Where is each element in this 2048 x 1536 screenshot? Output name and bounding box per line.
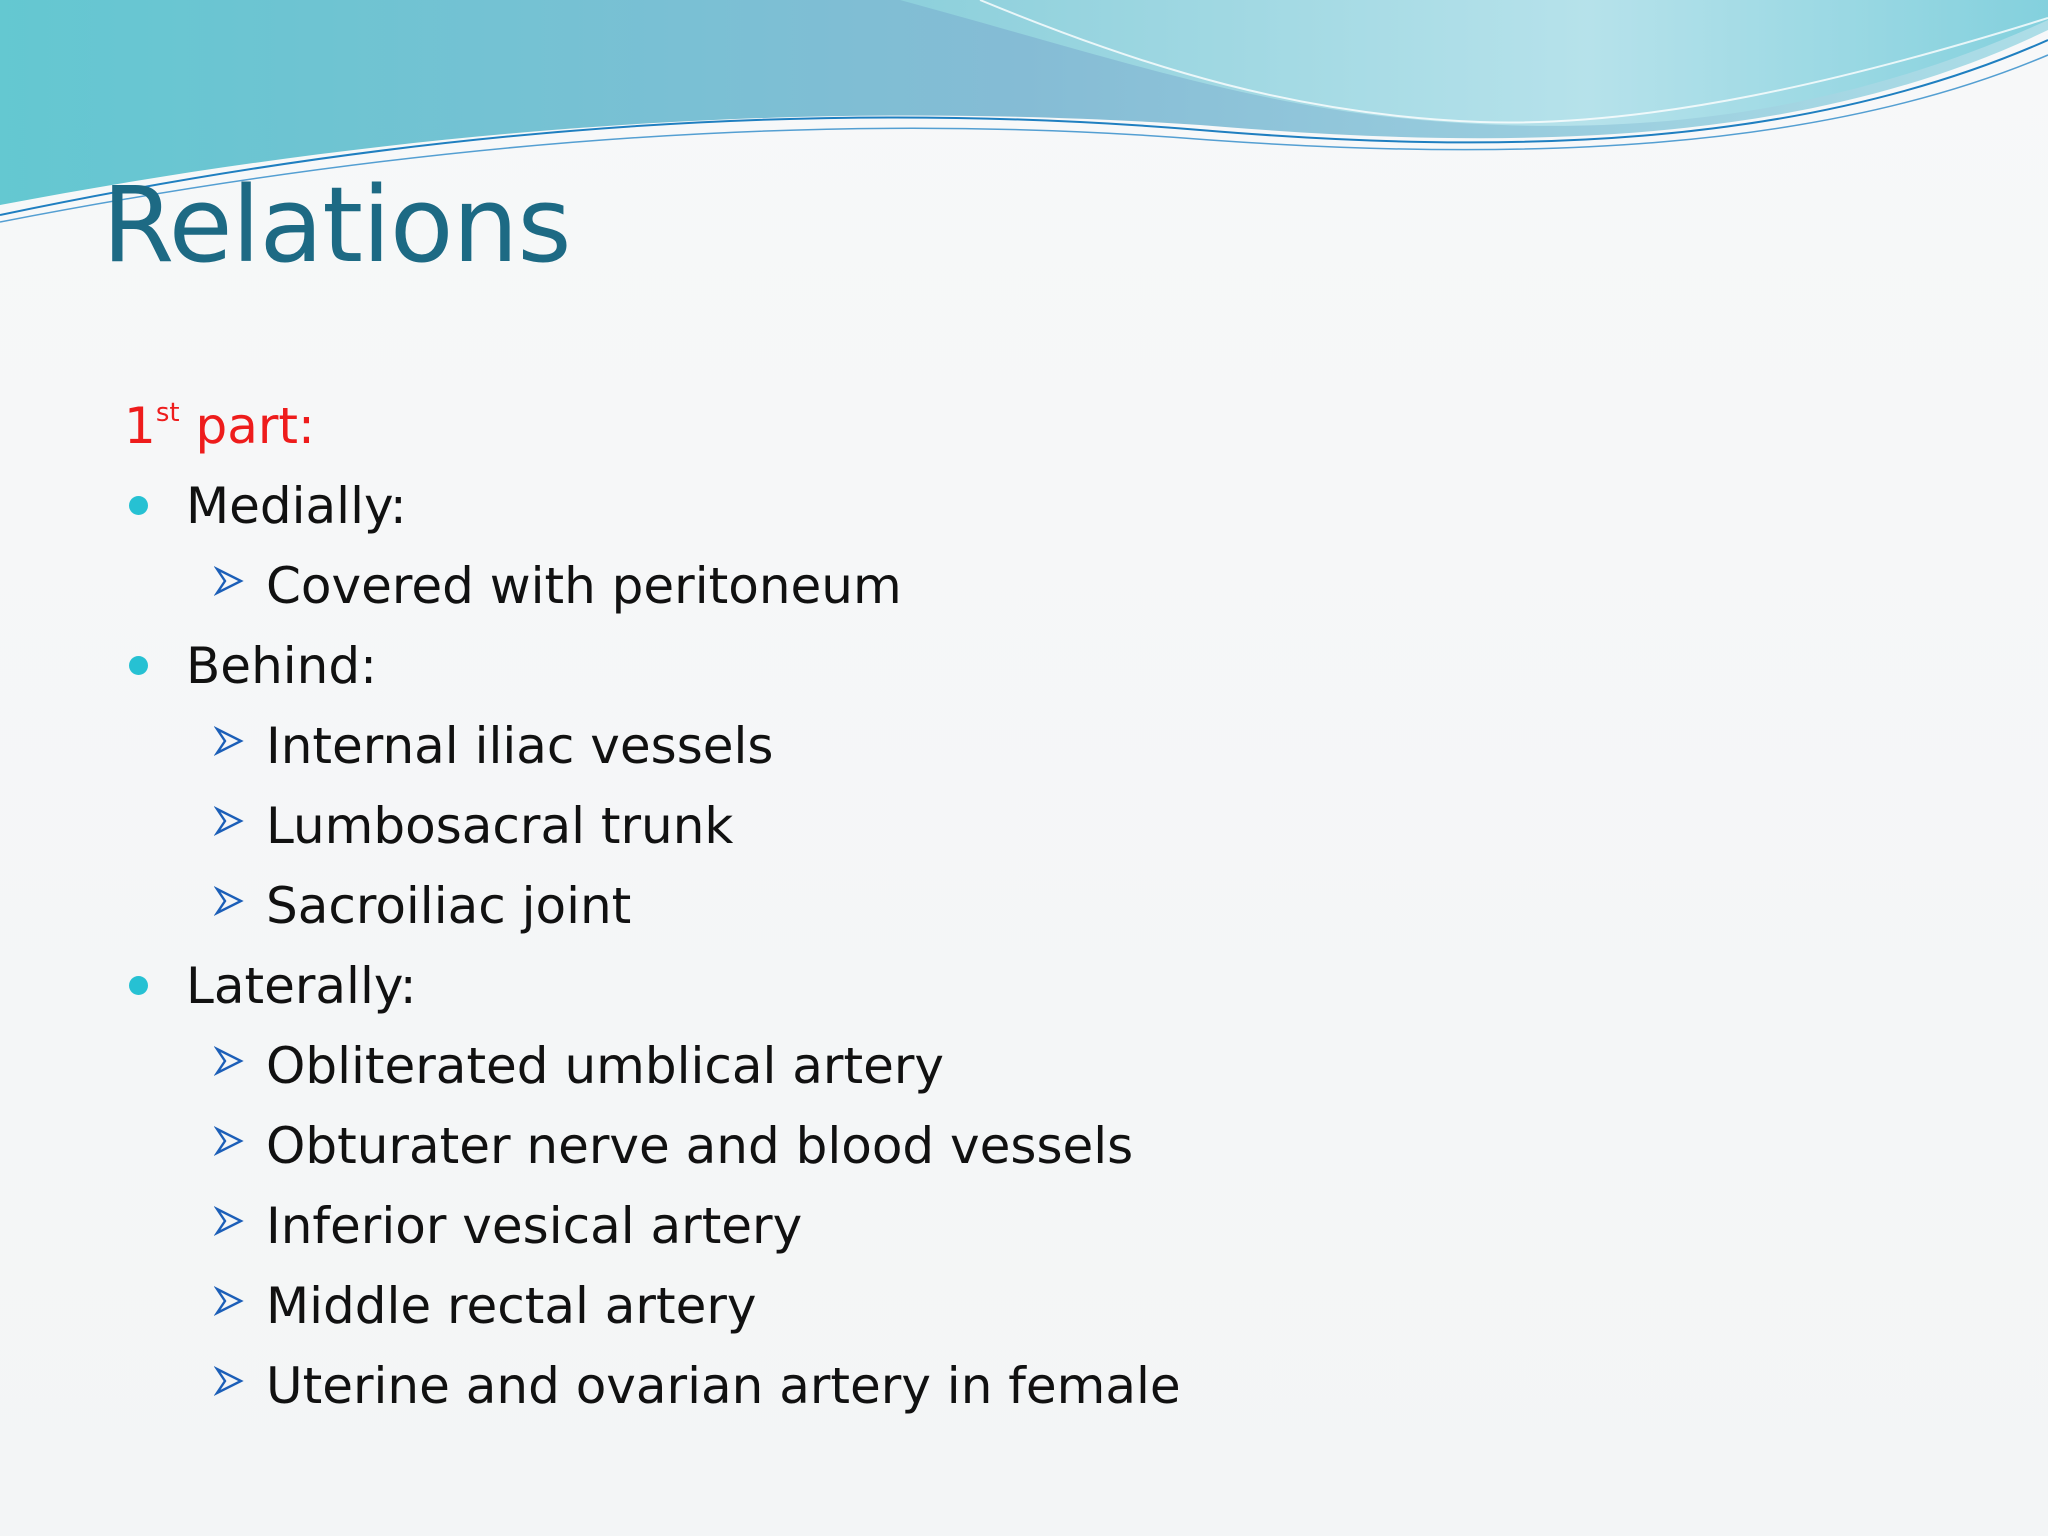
arrow-bullet-icon [214, 566, 244, 596]
sub-bullet-text: Obliterated umblical artery [266, 1037, 944, 1095]
sub-bullet-text: Inferior vesical artery [266, 1197, 803, 1255]
bullet-label: Laterally: [186, 957, 417, 1015]
bullet-label: Behind: [186, 637, 377, 695]
sub-bullet-item [124, 1106, 1924, 1186]
sub-bullet-text: Lumbosacral trunk [266, 797, 734, 855]
sub-bullet-text: Uterine and ovarian artery in female [266, 1357, 1181, 1415]
bullet-item [124, 946, 1924, 1026]
relations-list [124, 466, 1924, 1426]
part-heading [124, 386, 1924, 466]
sub-bullet-list [124, 546, 1924, 626]
sub-bullet-item [124, 1026, 1924, 1106]
sub-bullet-text: Sacroiliac joint [266, 877, 632, 935]
relation-group-laterally [124, 946, 1924, 1426]
arrow-bullet-icon [214, 806, 244, 836]
round-bullet-icon [129, 656, 148, 675]
bullet-item [124, 466, 1924, 546]
part-heading-text: part: [179, 397, 315, 455]
sub-bullet-list [124, 706, 1924, 946]
round-bullet-icon [129, 976, 148, 995]
sub-bullet-text: Middle rectal artery [266, 1277, 757, 1335]
relation-group-medially [124, 466, 1924, 626]
arrow-bullet-icon [214, 726, 244, 756]
arrow-bullet-icon [214, 1206, 244, 1236]
round-bullet-icon [129, 496, 148, 515]
sub-bullet-text: Internal iliac vessels [266, 717, 774, 775]
sub-bullet-item [124, 866, 1924, 946]
arrow-bullet-icon [214, 1286, 244, 1316]
sub-bullet-item [124, 786, 1924, 866]
relation-group-behind [124, 626, 1924, 946]
sub-bullet-text: Obturater nerve and blood vessels [266, 1117, 1134, 1175]
sub-bullet-item [124, 546, 1924, 626]
arrow-bullet-icon [214, 1046, 244, 1076]
arrow-bullet-icon [214, 1126, 244, 1156]
part-heading-ordinal-suffix: st [155, 398, 180, 428]
slide-content [124, 386, 1924, 1426]
part-heading-number: 1 [124, 397, 156, 455]
sub-bullet-item [124, 1266, 1924, 1346]
sub-bullet-item [124, 1346, 1924, 1426]
sub-bullet-item [124, 706, 1924, 786]
sub-bullet-list [124, 1026, 1924, 1426]
sub-bullet-item [124, 1186, 1924, 1266]
slide-title: Relations [102, 164, 571, 286]
bullet-label: Medially: [186, 477, 407, 535]
arrow-bullet-icon [214, 886, 244, 916]
sub-bullet-text: Covered with peritoneum [266, 557, 902, 615]
bullet-item [124, 626, 1924, 706]
arrow-bullet-icon [214, 1366, 244, 1396]
